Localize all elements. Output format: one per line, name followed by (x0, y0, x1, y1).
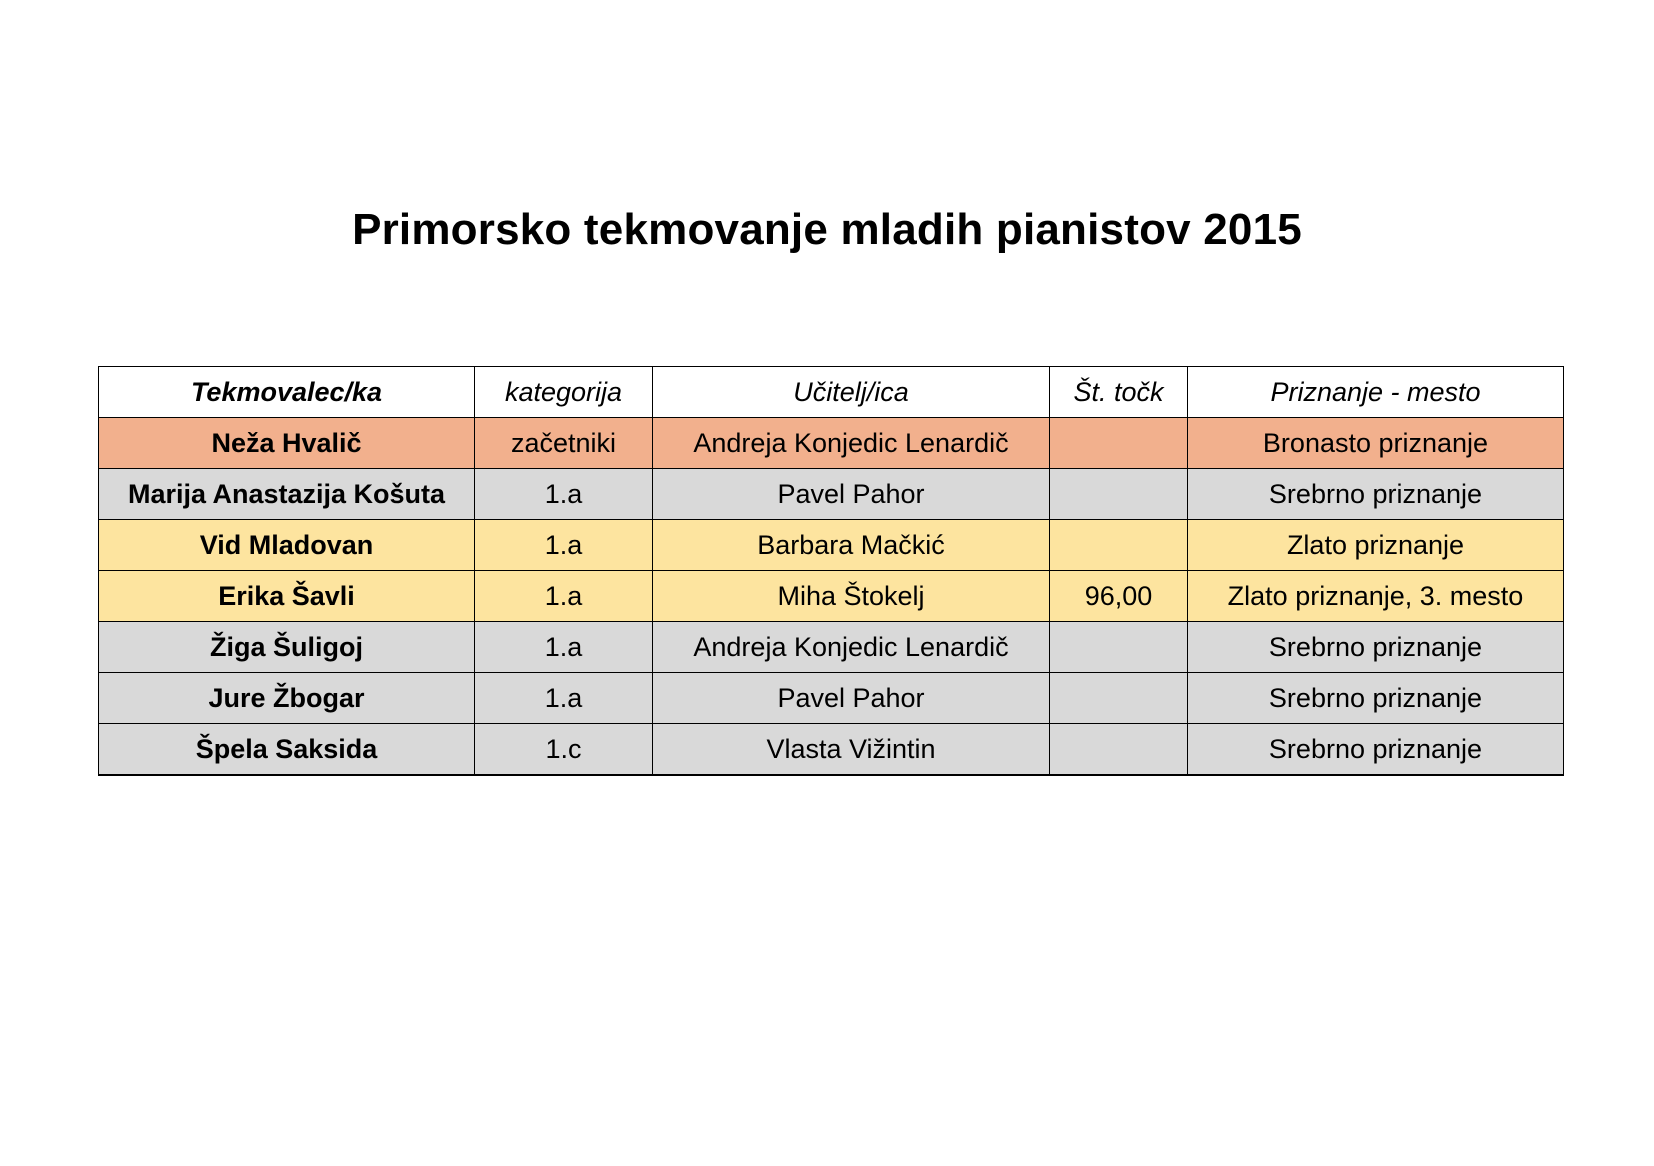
cell-category: 1.a (475, 571, 653, 622)
cell-name: Erika Šavli (99, 571, 475, 622)
cell-award: Zlato priznanje (1188, 520, 1564, 571)
cell-points (1050, 622, 1188, 673)
cell-award: Srebrno priznanje (1188, 673, 1564, 724)
cell-award: Zlato priznanje, 3. mesto (1188, 571, 1564, 622)
header-points: Št. točk (1050, 367, 1188, 418)
table-header-row (99, 367, 1564, 418)
cell-name: Jure Žbogar (99, 673, 475, 724)
cell-category: 1.a (475, 622, 653, 673)
header-teacher: Učitelj/ica (653, 367, 1050, 418)
cell-name: Špela Saksida (99, 724, 475, 776)
cell-category: 1.c (475, 724, 653, 776)
cell-points: 96,00 (1050, 571, 1188, 622)
table-row (99, 673, 1564, 724)
cell-points (1050, 418, 1188, 469)
cell-name: Marija Anastazija Košuta (99, 469, 475, 520)
table-row (99, 418, 1564, 469)
cell-name: Žiga Šuligoj (99, 622, 475, 673)
cell-name: Vid Mladovan (99, 520, 475, 571)
table-row (99, 724, 1564, 776)
cell-teacher: Andreja Konjedic Lenardič (653, 622, 1050, 673)
cell-teacher: Vlasta Vižintin (653, 724, 1050, 776)
cell-category: 1.a (475, 673, 653, 724)
cell-teacher: Pavel Pahor (653, 469, 1050, 520)
cell-points (1050, 673, 1188, 724)
cell-teacher: Miha Štokelj (653, 571, 1050, 622)
cell-category: začetniki (475, 418, 653, 469)
cell-teacher: Pavel Pahor (653, 673, 1050, 724)
cell-category: 1.a (475, 469, 653, 520)
header-category: kategorija (475, 367, 653, 418)
header-name: Tekmovalec/ka (99, 367, 475, 418)
results-table (98, 366, 1564, 776)
table-row (99, 571, 1564, 622)
cell-points (1050, 469, 1188, 520)
cell-category: 1.a (475, 520, 653, 571)
cell-teacher: Barbara Mačkić (653, 520, 1050, 571)
cell-teacher: Andreja Konjedic Lenardič (653, 418, 1050, 469)
table-row (99, 520, 1564, 571)
cell-points (1050, 724, 1188, 776)
cell-award: Bronasto priznanje (1188, 418, 1564, 469)
cell-award: Srebrno priznanje (1188, 724, 1564, 776)
cell-award: Srebrno priznanje (1188, 622, 1564, 673)
page-title: Primorsko tekmovanje mladih pianistov 2015 (352, 205, 1302, 254)
header-award: Priznanje - mesto (1188, 367, 1564, 418)
cell-award: Srebrno priznanje (1188, 469, 1564, 520)
table-row (99, 622, 1564, 673)
cell-name: Neža Hvalič (99, 418, 475, 469)
table-row (99, 469, 1564, 520)
cell-points (1050, 520, 1188, 571)
